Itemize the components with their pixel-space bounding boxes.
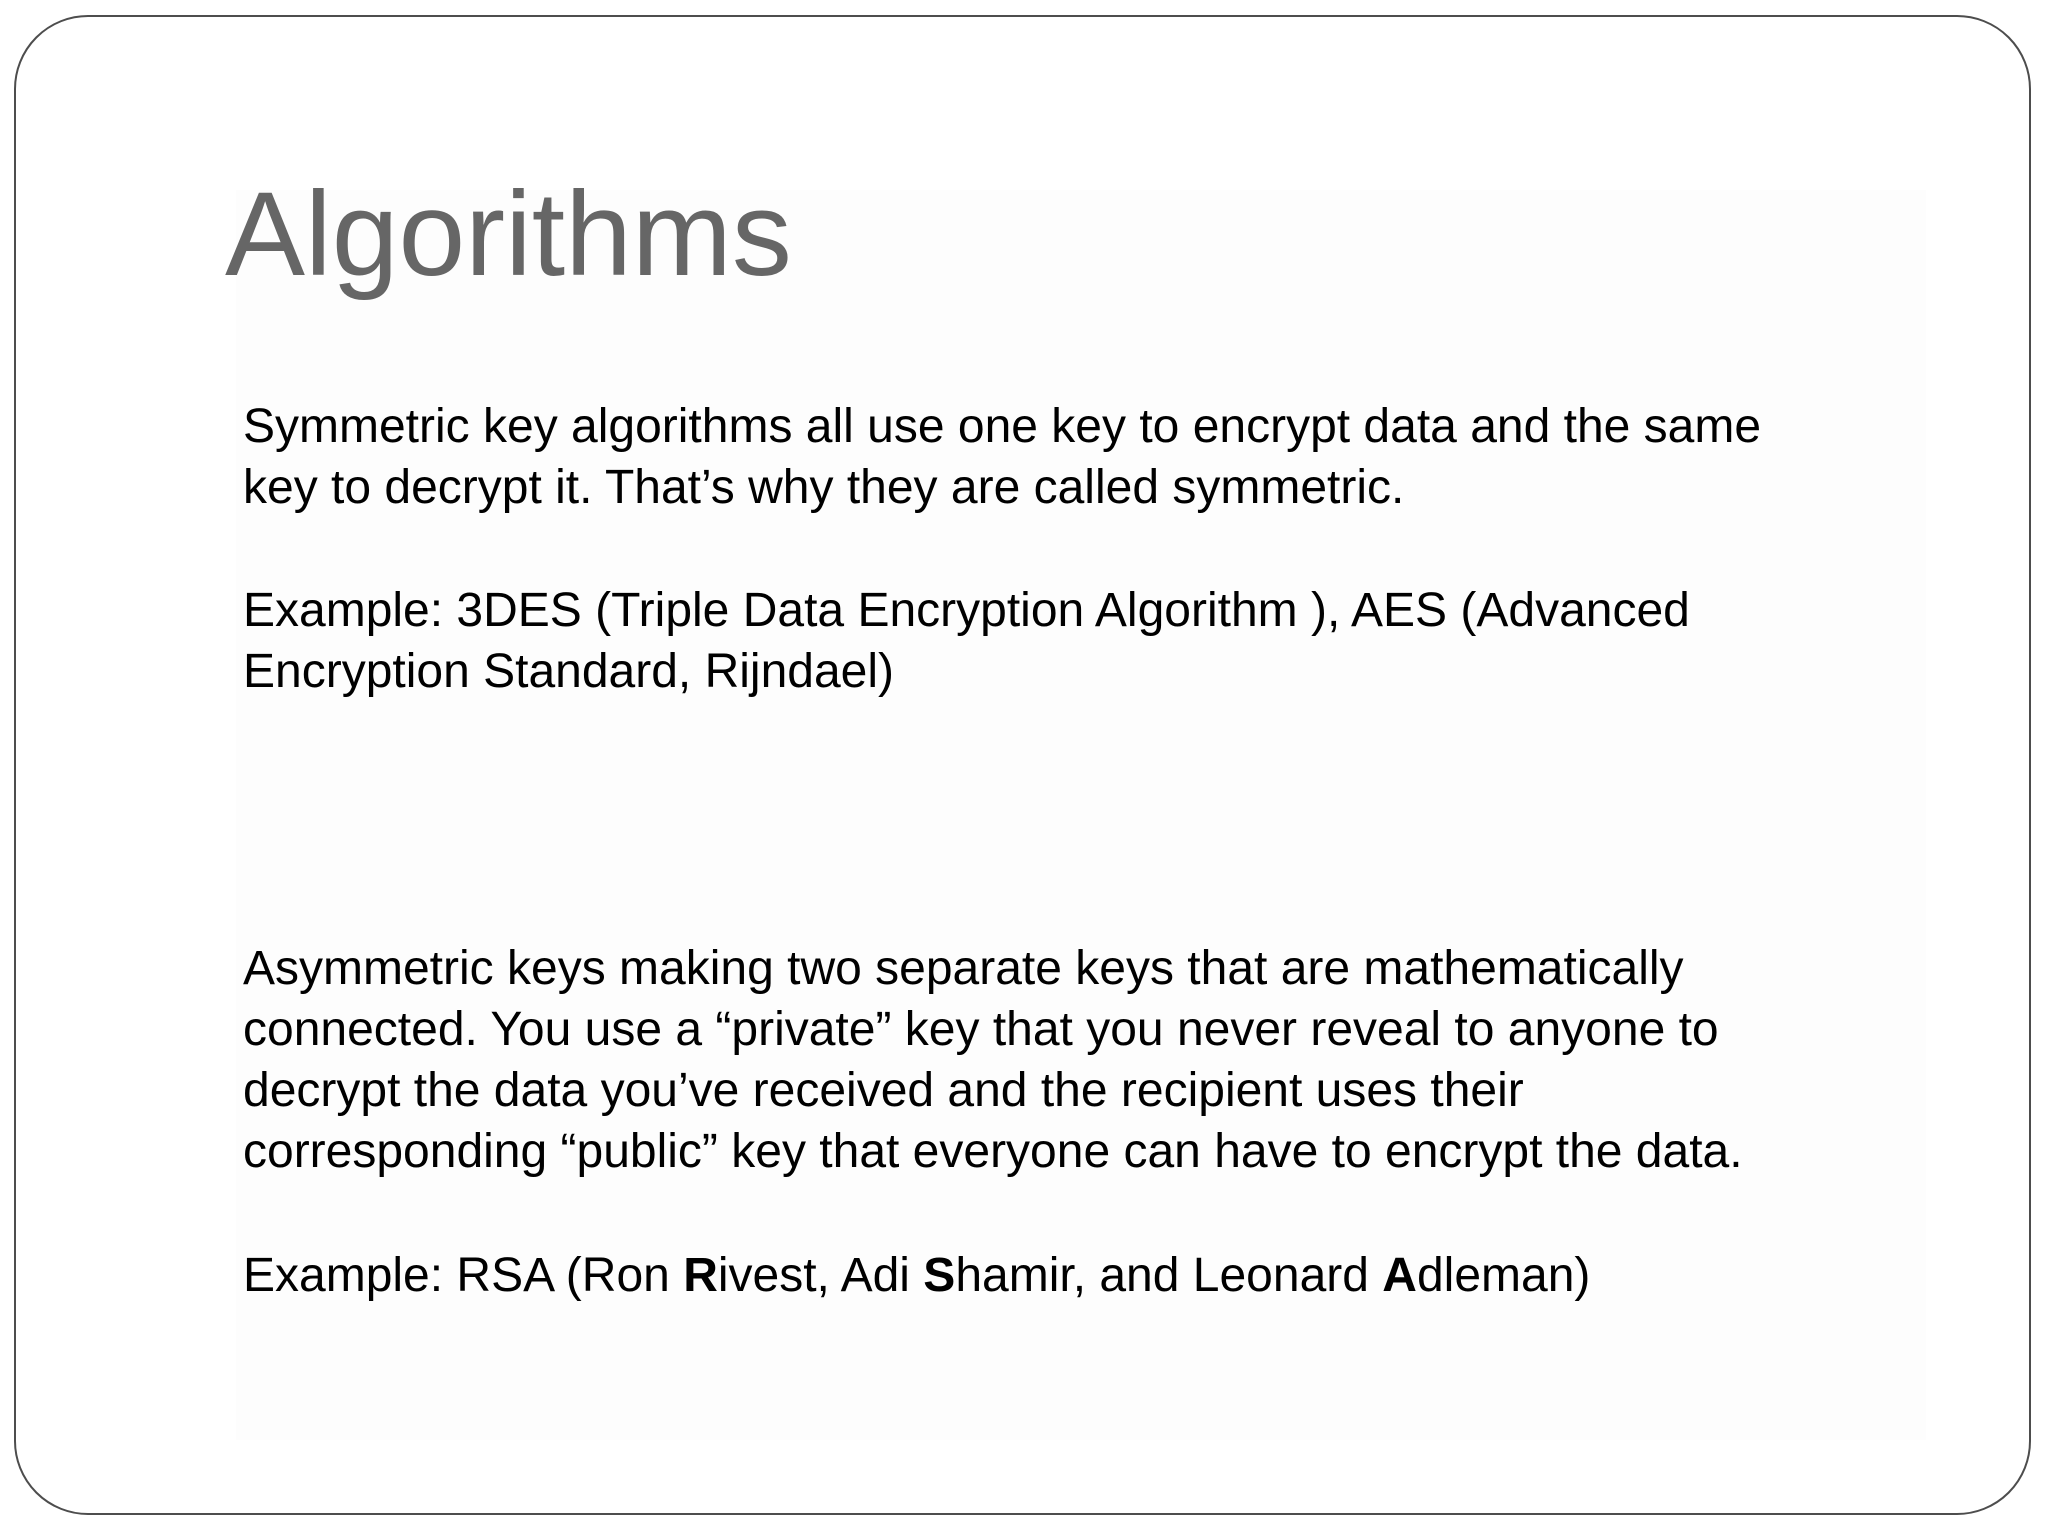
text-line: Symmetric key algorithms all use one key to encrypt data and the same [243,400,1762,453]
rsa-initial-a: A [1382,1249,1417,1302]
text-line [243,1245,1923,1306]
text-line: decrypt the data you’ve received and the recipient uses their [243,1064,1524,1117]
text-line: Example: 3DES (Triple Data Encryption Algorithm ), AES (Advanced [243,584,1690,637]
symmetric-description [243,396,1923,518]
slide-title: Algorithms [225,167,792,301]
rsa-initial-s: S [923,1249,956,1302]
adleman-rest: dleman) [1416,1249,1591,1302]
rivest-rest: ivest, Adi [717,1249,924,1302]
asymmetric-description [243,938,1923,1182]
text-line: corresponding “public” key that everyone can have to encrypt the data. [243,1125,1743,1178]
text-line: Asymmetric keys making two separate keys that are mathematically [243,942,1684,995]
text-line: connected. You use a “private” key that you never reveal to anyone to [243,1003,1719,1056]
text-line: key to decrypt it. That’s why they are called symmetric. [243,461,1405,514]
asymmetric-example [243,1245,1923,1306]
symmetric-example [243,580,1923,702]
rsa-initial-r: R [683,1249,718,1302]
example-prefix: Example: RSA (Ron [243,1249,684,1302]
shamir-rest: hamir, and Leonard [955,1249,1383,1302]
text-line: Encryption Standard, Rijndael) [243,645,895,698]
